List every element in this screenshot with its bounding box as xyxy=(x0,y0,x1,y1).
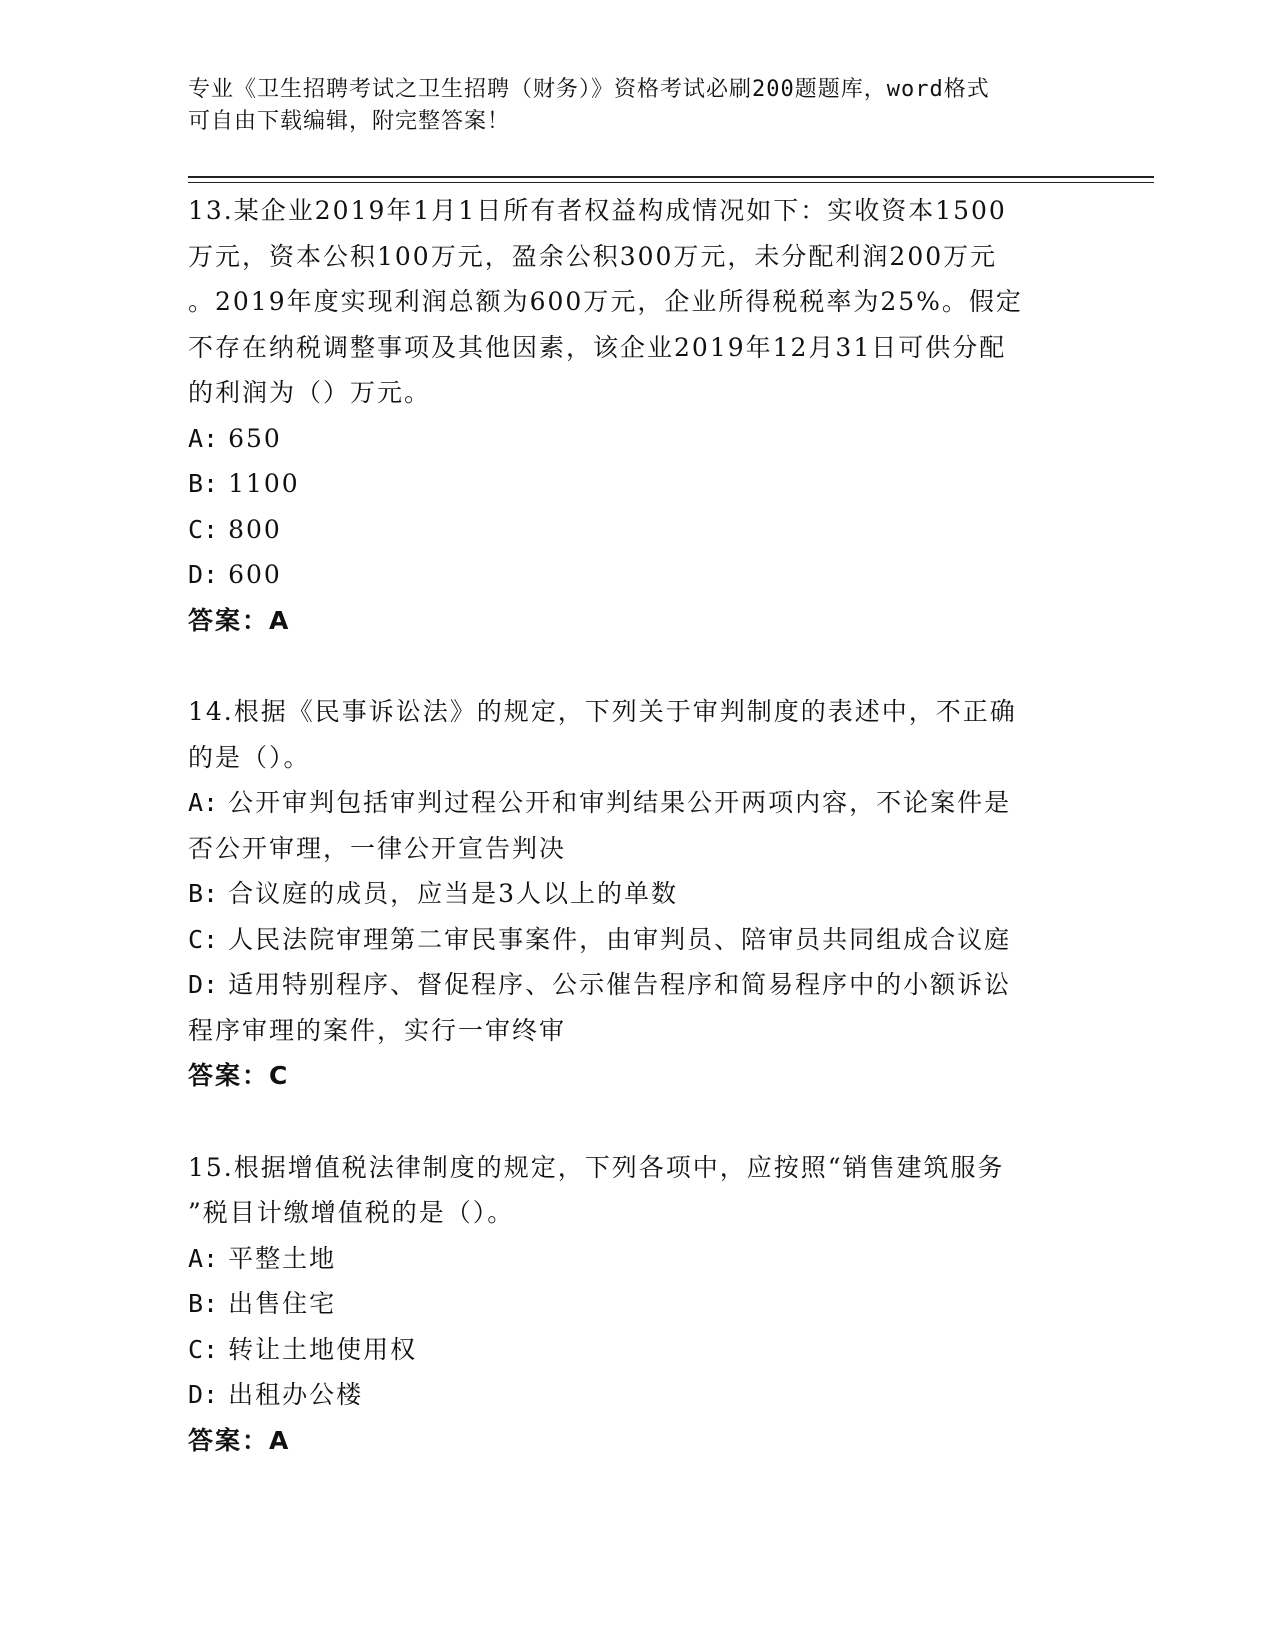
option-text: 出租办公楼 xyxy=(228,1380,364,1409)
option-a xyxy=(188,780,1078,826)
option-letter: C: xyxy=(188,514,219,544)
option-c xyxy=(188,917,1078,963)
question-13 xyxy=(188,188,1078,643)
question-text-line: 14.根据《民事诉讼法》的规定，下列关于审判制度的表述中，不正确 xyxy=(188,697,1017,726)
header-line-2: 可自由下载编辑，附完整答案！ xyxy=(188,109,511,134)
option-text: 600 xyxy=(228,560,282,589)
option-letter: A: xyxy=(188,423,219,453)
option-a xyxy=(188,1236,1078,1282)
question-text-line: ”税目计缴增值税的是（）。 xyxy=(188,1198,515,1227)
option-text: 转让土地使用权 xyxy=(228,1334,418,1364)
option-a xyxy=(188,416,1078,462)
question-text-line: 万元，资本公积100万元，盈余公积300万元，未分配利润200万元 xyxy=(188,241,998,271)
option-b xyxy=(188,1281,1078,1327)
option-text: 人民法院审理第二审民事案件，由审判员、陪审员共同组成合议庭 xyxy=(228,924,1012,954)
question-text-line: 。2019年度实现利润总额为600万元，企业所得税税率为25%。假定 xyxy=(188,287,1023,316)
option-text: 出售住宅 xyxy=(228,1289,337,1318)
header-divider-thick xyxy=(188,176,1154,178)
option-d xyxy=(188,1372,1078,1418)
header-line-1: 专业《卫生招聘考试之卫生招聘（财务）》资格考试必刷200题题库，word格式 xyxy=(188,77,990,102)
answer-label: 答案：A xyxy=(188,605,291,635)
option-c xyxy=(188,1327,1078,1373)
option-letter: B: xyxy=(188,469,219,498)
option-text: 1100 xyxy=(228,469,300,498)
question-text-line: 不存在纳税调整事项及其他因素，该企业2019年12月31日可供分配 xyxy=(188,332,1007,362)
option-letter: C: xyxy=(188,1334,219,1364)
option-b xyxy=(188,871,1078,917)
option-letter: D: xyxy=(188,970,219,999)
option-text: 800 xyxy=(228,514,282,544)
option-d xyxy=(188,962,1078,1008)
option-letter: C: xyxy=(188,924,219,954)
question-text-line: 的利润为（）万元。 xyxy=(188,378,432,407)
option-letter: D: xyxy=(188,1380,219,1409)
option-text: 平整土地 xyxy=(228,1243,337,1273)
question-text-line: 13.某企业2019年1月1日所有者权益构成情况如下：实收资本1500 xyxy=(188,196,1007,225)
option-text: 公开审判包括审判过程公开和审判结果公开两项内容，不论案件是 xyxy=(228,788,1012,817)
option-letter: B: xyxy=(188,879,219,908)
option-letter: A: xyxy=(188,788,219,817)
option-letter: A: xyxy=(188,1243,219,1273)
option-d xyxy=(188,552,1078,598)
document-header xyxy=(188,74,1068,138)
option-b xyxy=(188,461,1078,507)
question-15 xyxy=(188,1145,1078,1464)
option-text: 适用特别程序、督促程序、公示催告程序和简易程序中的小额诉讼 xyxy=(228,970,1012,999)
question-14 xyxy=(188,689,1078,1099)
option-text: 650 xyxy=(228,423,282,453)
option-letter: B: xyxy=(188,1289,219,1318)
question-text-line: 的是（）。 xyxy=(188,742,311,772)
answer-label: 答案：A xyxy=(188,1425,291,1455)
option-c xyxy=(188,507,1078,553)
answer-label: 答案：C xyxy=(188,1061,290,1090)
question-list xyxy=(188,188,1078,1509)
option-a-continued: 否公开审理，一律公开宣告判决 xyxy=(188,833,567,863)
option-letter: D: xyxy=(188,560,219,589)
option-text: 合议庭的成员，应当是3人以上的单数 xyxy=(228,879,678,908)
header-divider-thin xyxy=(188,182,1154,183)
option-d-continued: 程序审理的案件，实行一审终审 xyxy=(188,1015,567,1045)
question-text-line: 15.根据增值税法律制度的规定，下列各项中，应按照“销售建筑服务 xyxy=(188,1152,1005,1182)
